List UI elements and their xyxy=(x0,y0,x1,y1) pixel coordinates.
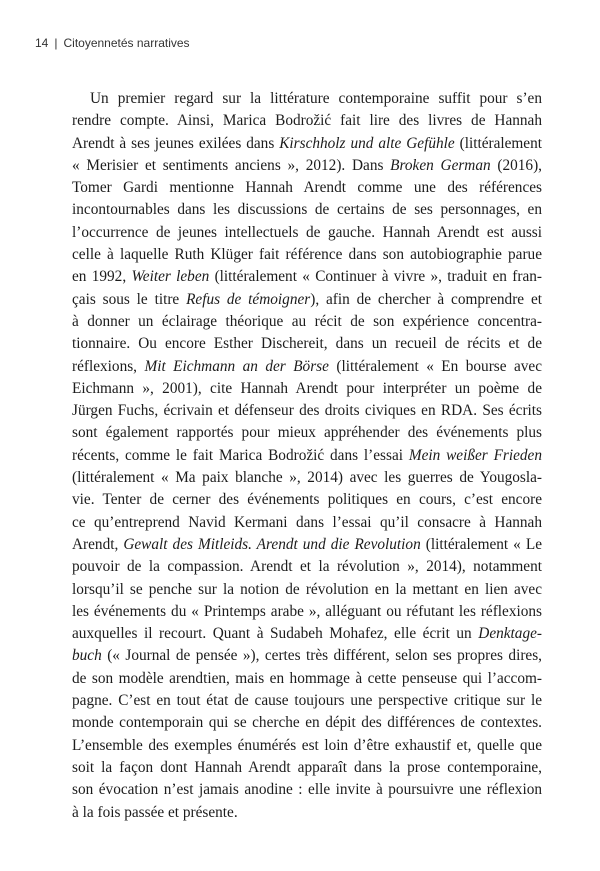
text-line xyxy=(72,400,542,422)
text-segment: ce qu’entreprend Navid Kermani dans l’essai qu’il consacre à Hannah xyxy=(72,513,542,531)
text-line xyxy=(72,556,542,578)
text-line xyxy=(72,601,542,623)
text-segment: Tomer Gardi mentionne Hannah Arendt comme une des références xyxy=(72,179,542,197)
text-line xyxy=(72,467,542,489)
text-segment: (2016), xyxy=(490,156,543,174)
text-segment: Jürgen Fuchs, écrivain et défenseur des droits civiques en RDA. Ses écrits xyxy=(72,402,542,420)
text-line xyxy=(72,779,542,801)
text-line xyxy=(72,579,542,601)
text-segment: çais sous le titre xyxy=(72,290,187,308)
text-segment: monde contemporain qui se cherche en dépit des différences de contextes. xyxy=(72,714,542,732)
text-line xyxy=(72,133,542,155)
text-segment: (littéralement « Le xyxy=(420,535,542,553)
text-line xyxy=(72,802,542,824)
text-line xyxy=(72,512,542,534)
running-head xyxy=(35,36,190,50)
text-line xyxy=(72,712,542,734)
text-segment: auxquelles il recourt. Quant à Sudabeh Mohafez, elle écrit un xyxy=(72,625,479,643)
italic-title: Kirschholz und alte Gefühle xyxy=(279,134,455,152)
text-segment: lorsqu’il se penche sur la notion de révolution en la mettant en lien avec xyxy=(72,580,542,598)
text-line xyxy=(72,333,542,355)
text-segment: Eichmann », 2001), cite Hannah Arendt pour interpréter un poème de xyxy=(72,379,542,397)
italic-title: Denktage- xyxy=(478,625,542,643)
page-number: 14 xyxy=(35,36,49,50)
text-segment: Arendt, xyxy=(72,535,124,553)
text-line xyxy=(72,422,542,444)
text-segment: « Merisier et sentiments anciens », 2012). Dans xyxy=(72,156,391,174)
text-segment: vie. Tenter de cerner des événements politiques en cours, c’est encore xyxy=(72,491,542,509)
text-segment: à la fois passée et présente. xyxy=(72,803,238,821)
text-line xyxy=(72,690,542,712)
text-segment: à donner un éclairage théorique au récit de son expérience concentra- xyxy=(72,312,542,330)
text-segment: de son modèle arendtien, mais en hommage à cette penseuse qui l’accom- xyxy=(72,669,542,687)
italic-title: buch xyxy=(72,647,102,665)
text-segment: son évocation n’est jamais anodine : elle invite à poursuivre une réflexion xyxy=(72,781,542,799)
running-title: Citoyennetés narratives xyxy=(63,36,190,50)
text-segment: les événements du « Printemps arabe », alléguant ou réfutant les réflexions xyxy=(72,602,542,620)
text-line xyxy=(72,645,542,667)
italic-title: Mein weißer Frieden xyxy=(408,446,542,464)
text-segment: en 1992, xyxy=(72,268,132,286)
text-line xyxy=(72,534,542,556)
text-segment: (littéralement « Continuer à vivre », traduit en fran- xyxy=(209,268,542,286)
text-segment: celle à laquelle Ruth Klüger fait référence dans son autobiographie parue xyxy=(72,246,542,264)
text-line xyxy=(72,735,542,757)
text-segment: (littéralement xyxy=(454,134,542,152)
text-line xyxy=(72,266,542,288)
text-line xyxy=(72,378,542,400)
text-line xyxy=(72,445,542,467)
text-line xyxy=(72,356,542,378)
text-line xyxy=(72,289,542,311)
text-segment: pouvoir de la compassion. Arendt et la révolution », 2014), notamment xyxy=(72,558,542,576)
text-segment: Un premier regard sur la littérature contemporaine suffit pour s’en xyxy=(90,90,542,107)
text-segment: (« Journal de pensée »), certes très différent, selon ses propres dires, xyxy=(101,647,542,665)
text-segment: L’ensemble des exemples énumérés est loin d’être exhaustif et, quelle que xyxy=(72,736,542,754)
text-segment: (littéralement « En bourse avec xyxy=(328,357,542,375)
text-line xyxy=(72,88,542,110)
text-line xyxy=(72,757,542,779)
body-paragraph xyxy=(72,88,542,824)
text-line xyxy=(72,110,542,132)
text-segment: récents, comme le fait Marica Bodrožić dans l’essai xyxy=(72,446,409,464)
text-segment: incontournables dans les discussions de certains de ses personnages, en xyxy=(72,201,542,219)
text-segment: réflexions, xyxy=(72,357,145,375)
text-line xyxy=(72,199,542,221)
text-line xyxy=(72,489,542,511)
italic-title: Weiter leben xyxy=(131,268,210,286)
text-segment: rendre compte. Ainsi, Marica Bodrožić fait lire des livres de Hannah xyxy=(72,112,542,130)
header-separator: | xyxy=(54,36,58,50)
text-line xyxy=(72,177,542,199)
italic-title: Broken German xyxy=(390,156,491,174)
text-line xyxy=(72,155,542,177)
text-segment: l’occurrence de jeunes intellectuels de gauche. Hannah Arendt est aussi xyxy=(72,223,542,241)
text-segment: pagne. C’est en tout état de cause toujours une perspective critique sur le xyxy=(72,692,542,710)
text-segment: Arendt à ses jeunes exilées dans xyxy=(72,134,280,152)
text-segment: (littéralement « Ma paix blanche », 2014) avec les guerres de Yougosla- xyxy=(72,469,542,487)
text-line xyxy=(72,623,542,645)
text-segment: sont également rapportés pour mieux appréhender des événements plus xyxy=(72,424,542,442)
text-line xyxy=(72,244,542,266)
text-line xyxy=(72,222,542,244)
text-segment: soit la façon dont Hannah Arendt apparaît dans la prose contemporaine, xyxy=(72,758,542,776)
italic-title: Gewalt des Mitleids. Arendt und die Revolution xyxy=(123,535,421,553)
text-line xyxy=(72,311,542,333)
text-line xyxy=(72,668,542,690)
text-segment: ), afin de chercher à comprendre et xyxy=(310,290,542,308)
italic-title: Refus de témoigner xyxy=(186,290,311,308)
italic-title: Mit Eichmann an der Börse xyxy=(144,357,329,375)
text-segment: tionnaire. Ou encore Esther Dischereit, dans un recueil de récits et de xyxy=(72,335,542,353)
